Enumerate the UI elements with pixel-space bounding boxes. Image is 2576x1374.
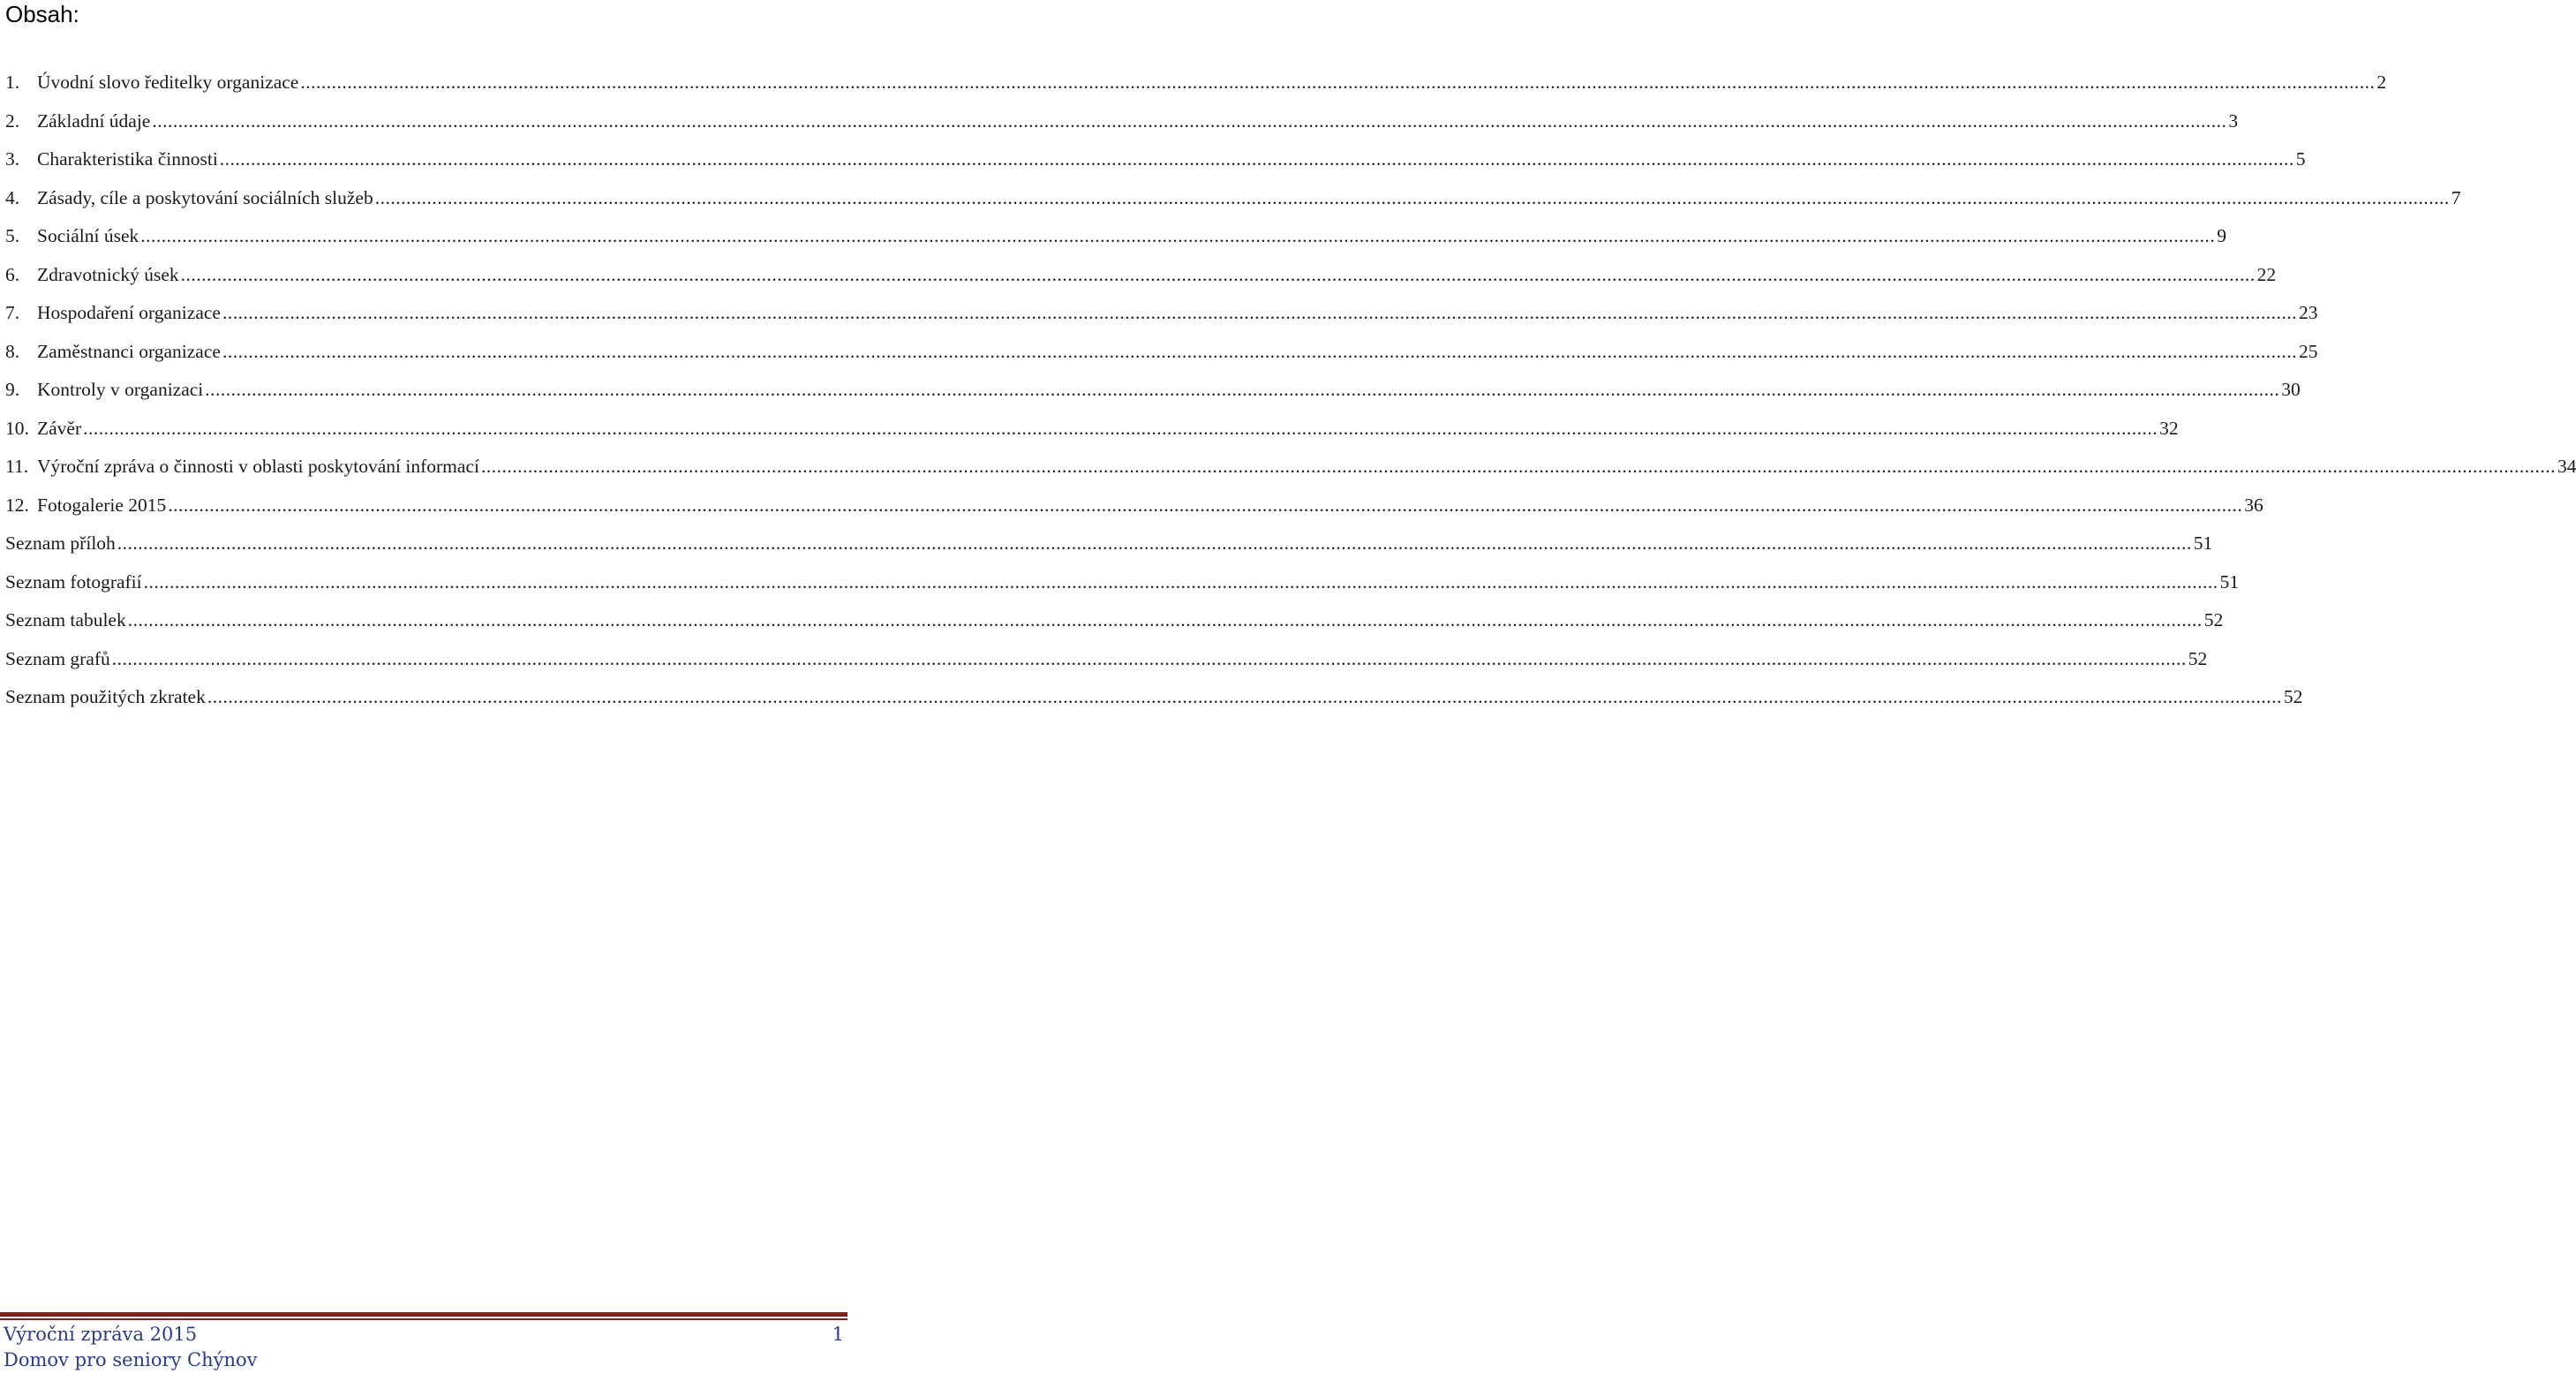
- toc-dot-leader: ................................................................................................................................................................................................................................................................................................................................................................................................................: [168, 494, 2243, 516]
- toc-entry-number: 11.: [5, 456, 29, 477]
- toc-entry[interactable]: [5, 102, 2239, 141]
- toc-entry[interactable]: [5, 217, 2226, 256]
- toc-entry-title: Seznam tabulek: [5, 609, 126, 630]
- toc-entry-number: 5.: [5, 225, 20, 246]
- toc-entry-page: 2: [2376, 72, 2387, 93]
- page-title: Obsah:: [5, 1, 79, 27]
- toc-entry-title: Charakteristika činnosti: [37, 148, 218, 170]
- toc-entry[interactable]: [5, 410, 2179, 449]
- toc-entry-number: 10.: [5, 417, 29, 439]
- toc-entry-number: 9.: [5, 379, 20, 400]
- toc-entry[interactable]: [5, 64, 2387, 102]
- toc-dot-leader: ................................................................................................................................................................................................................................................................................................................................................................................................................: [374, 186, 2450, 208]
- toc-entry-number: 2.: [5, 109, 20, 132]
- toc-entry-page: 52: [2188, 647, 2208, 669]
- toc-entry-title: Zásady, cíle a poskytování sociálních služeb: [37, 186, 373, 208]
- footer-report-title: Výroční zpráva 2015: [4, 1324, 198, 1345]
- toc-dot-leader: ................................................................................................................................................................................................................................................................................................................................................................................................................: [143, 570, 2218, 593]
- toc-entry[interactable]: [5, 525, 2213, 563]
- toc-entry-page: 36: [2244, 494, 2263, 516]
- toc-entry-title: Kontroly v organizaci: [37, 379, 204, 400]
- toc-entry-title: Závěr: [37, 417, 82, 439]
- toc-entry[interactable]: [5, 487, 2263, 525]
- toc-entry-page: 51: [2193, 532, 2213, 554]
- footer-page-number: 1: [832, 1324, 844, 1345]
- toc-entry[interactable]: [5, 140, 2306, 179]
- toc-dot-leader: ................................................................................................................................................................................................................................................................................................................................................................................................................: [205, 379, 2280, 400]
- toc-entry-page: 5: [2295, 148, 2306, 170]
- toc-entry-page: 22: [2256, 263, 2277, 285]
- toc-dot-leader: ................................................................................................................................................................................................................................................................................................................................................................................................................: [180, 263, 2256, 285]
- toc-dot-leader: ................................................................................................................................................................................................................................................................................................................................................................................................................: [207, 686, 2282, 707]
- toc-entry-number: 8.: [5, 340, 20, 362]
- page-footer: [4, 1322, 844, 1373]
- toc-entry-page: 34: [2557, 456, 2576, 477]
- toc-entry-page: 3: [2228, 109, 2239, 132]
- toc-entry-page: 52: [2203, 609, 2224, 630]
- toc-entry-number: 1.: [5, 72, 20, 93]
- toc-dot-leader: ................................................................................................................................................................................................................................................................................................................................................................................................................: [222, 340, 2297, 362]
- toc-entry-title: Fotogalerie 2015: [37, 494, 167, 516]
- toc-entry-number: 4.: [5, 186, 20, 208]
- toc-entry-page: 30: [2281, 379, 2301, 400]
- toc-entry[interactable]: [5, 640, 2208, 679]
- toc-entry-title: Hospodaření organizace: [37, 302, 221, 323]
- toc-dot-leader: ................................................................................................................................................................................................................................................................................................................................................................................................................: [117, 532, 2192, 554]
- toc-entry-number: 7.: [5, 302, 20, 323]
- toc-entry[interactable]: [5, 333, 2318, 372]
- table-of-contents: [5, 64, 2576, 717]
- toc-dot-leader: ................................................................................................................................................................................................................................................................................................................................................................................................................: [300, 72, 2376, 93]
- toc-dot-leader: ................................................................................................................................................................................................................................................................................................................................................................................................................: [111, 647, 2187, 669]
- toc-entry-title: Základní údaje: [37, 109, 151, 132]
- footer-divider-thick: [0, 1312, 847, 1317]
- toc-entry-page: 25: [2298, 340, 2318, 362]
- toc-dot-leader: ................................................................................................................................................................................................................................................................................................................................................................................................................: [480, 456, 2556, 477]
- toc-entry-title: Úvodní slovo ředitelky organizace: [37, 72, 299, 93]
- toc-dot-leader: ................................................................................................................................................................................................................................................................................................................................................................................................................: [140, 225, 2216, 246]
- toc-entry-title: Zaměstnanci organizace: [37, 340, 221, 362]
- toc-entry-page: 7: [2451, 186, 2461, 208]
- toc-entry-title: Seznam příloh: [5, 532, 116, 554]
- toc-dot-leader: ................................................................................................................................................................................................................................................................................................................................................................................................................: [219, 148, 2294, 170]
- toc-entry[interactable]: [5, 601, 2224, 640]
- footer-organization: Domov pro seniory Chýnov: [4, 1349, 258, 1370]
- toc-entry-page: 32: [2159, 417, 2179, 439]
- toc-entry[interactable]: [5, 256, 2277, 295]
- toc-dot-leader: ................................................................................................................................................................................................................................................................................................................................................................................................................: [222, 302, 2297, 323]
- toc-entry-title: Výroční zpráva o činnosti v oblasti poskytování informací: [37, 456, 479, 477]
- toc-entry-number: 3.: [5, 148, 20, 170]
- toc-entry-page: 51: [2219, 570, 2240, 593]
- toc-entry[interactable]: [5, 678, 2303, 717]
- toc-entry[interactable]: [5, 294, 2318, 333]
- toc-entry[interactable]: [5, 179, 2461, 218]
- toc-entry[interactable]: [5, 563, 2240, 602]
- toc-entry[interactable]: [5, 448, 2576, 487]
- toc-dot-leader: ................................................................................................................................................................................................................................................................................................................................................................................................................: [127, 609, 2203, 630]
- toc-entry-title: Sociální úsek: [37, 225, 139, 246]
- toc-entry-number: 6.: [5, 263, 20, 285]
- footer-divider-thin: [0, 1318, 847, 1320]
- toc-entry-page: 23: [2298, 302, 2318, 323]
- toc-entry-number: 12.: [5, 494, 29, 516]
- toc-dot-leader: ................................................................................................................................................................................................................................................................................................................................................................................................................: [152, 109, 2227, 132]
- toc-entry-title: Zdravotnický úsek: [37, 263, 179, 285]
- toc-entry-page: 9: [2217, 225, 2226, 246]
- toc-entry-title: Seznam grafů: [5, 647, 110, 669]
- toc-entry-page: 52: [2283, 686, 2303, 707]
- toc-entry[interactable]: [5, 371, 2301, 410]
- toc-dot-leader: ................................................................................................................................................................................................................................................................................................................................................................................................................: [83, 417, 2158, 439]
- toc-entry-title: Seznam použitých zkratek: [5, 686, 206, 707]
- toc-entry-title: Seznam fotografií: [5, 570, 142, 593]
